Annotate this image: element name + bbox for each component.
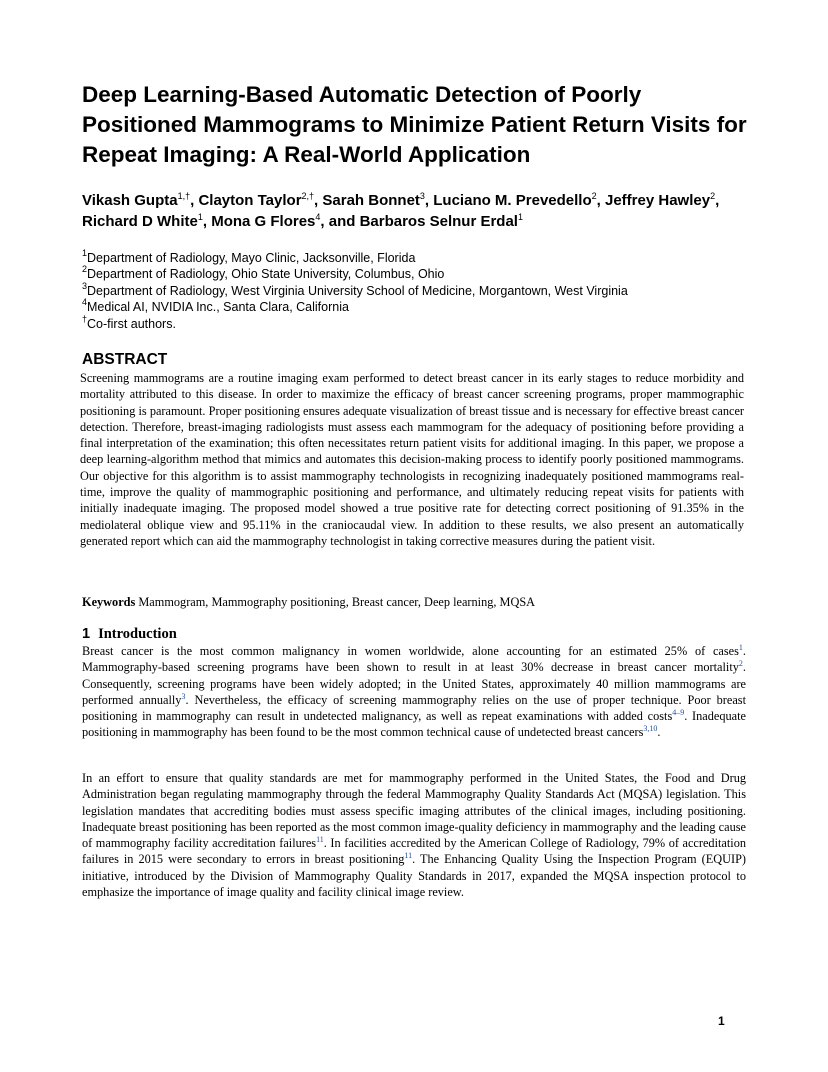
paragraph-text: . Nevertheless, the efficacy of screening mammography relies on the use of proper technique. Poor breast positioning in mammography can result in undetected malignancy, as well as repeat examinations with added costs: [82, 692, 746, 724]
paragraph-text: . Inadequate positioning in mammography has been found to be the most common technical cause of undetected breast cancers: [82, 709, 746, 740]
author-affiliation-mark: 2: [591, 191, 597, 201]
page-number: 1: [718, 1014, 725, 1028]
affiliation-text: Department of Radiology, Mayo Clinic, Jacksonville, Florida: [87, 251, 416, 265]
author-separator: ,: [715, 192, 720, 209]
affiliation-item: [82, 280, 762, 299]
paragraph-text: . The Enhancing Quality Using the Inspection Program (EQUIP) initiative, introduced by the Division of Mammography Quality Standards in 2017, expanded the MQSA inspection protocol to emphasize the importance of image quality and facility clinical image review.: [82, 852, 746, 900]
affiliation-text: Department of Radiology, West Virginia University School of Medicine, Morgantown, West Virginia: [87, 283, 628, 298]
affiliation-mark: †: [82, 313, 88, 324]
affiliation-mark: 1: [82, 248, 88, 258]
intro-paragraph-2: [82, 770, 746, 900]
abstract-heading: ABSTRACT: [82, 351, 168, 368]
author-name: Richard D White: [82, 213, 198, 230]
section-number: 1: [82, 626, 91, 642]
paragraph-text: In an effort to ensure that quality standards are met for mammography performed in the United States, the Food and Drug Administration began regulating mammography through the federal Mammography Quality Standards Act (MQSA) legislation. This legislation mandates that accrediting bodies must assess specific imaging attributes of the clinical images, including positioning. Inadequate breast positioning has been reported as the most common image-quality deficiency in mammography and the leading cause of mammography facility accreditation failures: [82, 771, 746, 851]
affiliation-text: Co-first authors.: [87, 316, 176, 331]
keywords-label: Keywords: [82, 595, 136, 609]
author-name: Jeffrey Hawley: [605, 192, 711, 209]
paper-title: Deep Learning-Based Automatic Detection of Poorly Positioned Mammograms to Minimize Patient Return Visits for Repeat Imaging: A Real-World Application: [82, 82, 747, 167]
author-name: Clayton Taylor: [198, 192, 302, 209]
author-affiliation-mark: 2: [710, 191, 716, 201]
author-separator: , and: [320, 213, 360, 230]
author-affiliation-mark: 4: [315, 212, 321, 222]
author-name: Barbaros Selnur Erdal: [359, 213, 518, 230]
keywords: [82, 594, 746, 610]
affiliation-item: [82, 313, 762, 332]
affiliation-mark: 4: [82, 297, 88, 308]
affiliation-item: [82, 250, 762, 266]
author-affiliation-mark: 1,†: [177, 191, 191, 201]
author-separator: ,: [424, 192, 434, 209]
affiliation-text: Department of Radiology, Ohio State University, Columbus, Ohio: [87, 267, 445, 282]
author-separator: ,: [190, 192, 199, 209]
paragraph-text: . In facilities accredited by the American College of Radiology, 79% of accreditation failures in 2015 were secondary to errors in breast positioning: [82, 836, 746, 867]
author-list: [82, 190, 762, 232]
paragraph-text: Breast cancer is the most common malignancy in women worldwide, alone accounting for an estimated 25% of cases: [82, 644, 739, 658]
author-name: Luciano M. Prevedello: [433, 192, 592, 209]
citation-link[interactable]: 2: [738, 659, 743, 669]
author-separator: ,: [202, 213, 212, 230]
paragraph-text: . Mammography-based screening programs have been shown to result in at least 30% decrease in breast cancer mortality: [82, 644, 746, 675]
author-affiliation-mark: 1: [517, 212, 523, 222]
author-name: Vikash Gupta: [82, 192, 178, 209]
affiliation-text: Medical AI, NVIDIA Inc., Santa Clara, California: [87, 300, 349, 315]
affiliation-mark: 3: [82, 280, 88, 291]
affiliation-mark: 2: [82, 264, 88, 275]
paragraph-text: .: [657, 725, 661, 740]
intro-paragraph-1: [82, 643, 746, 741]
author-affiliation-mark: 2,†: [301, 191, 315, 201]
keywords-text: Mammogram, Mammography positioning, Breast cancer, Deep learning, MQSA: [135, 595, 536, 609]
citation-link[interactable]: 11: [316, 835, 324, 845]
author-separator: ,: [314, 192, 323, 209]
affiliation-item: [82, 266, 762, 282]
author-name: Sarah Bonnet: [322, 192, 420, 209]
author-name: Mona G Flores: [211, 213, 316, 230]
citation-link[interactable]: 11: [404, 851, 413, 861]
citation-link[interactable]: 4–9: [672, 708, 685, 718]
paragraph-text: . Consequently, screening programs have been widely adopted; in the United States, approximately 40 million mammograms are performed annually: [82, 660, 746, 707]
author-separator: ,: [596, 192, 605, 209]
abstract-text: Screening mammograms are a routine imaging exam performed to detect breast cancer in its early stages to reduce morbidity and mortality attributed to this disease. In order to maximize the efficacy of breast cancer screening programs, proper mammographic positioning is paramount. Proper positioning ensures adequate visualization of breast tissue and is necessary for effective breast cancer detection. Therefore, breast-imaging radiologists must assess each mammogram for the adequacy of positioning before providing a final interpretation of the examination; this often necessitates return patient visits for additional imaging. In this paper, we propose a deep learning-algorithm method that mimics and automates this decision-making process to identify poorly positioned mammograms. Our objective for this algorithm is to assist mammography technologists in recognizing inadequately positioned mammograms real-time, improve the quality of mammographic positioning and performance, and ultimately reducing repeat visits for patients with initially inadequate imaging. The proposed model showed a true positive rate for detecting correct positioning of 91.35% in the mediolateral oblique view and 95.11% in the craniocaudal view. In addition to these results, we also present an automatically generated report which can aid the mammography technologist in taking corrective measures during the patient visit.: [80, 371, 744, 548]
affiliation-list: [82, 250, 762, 332]
citation-link[interactable]: 3,10: [643, 724, 658, 734]
author-affiliation-mark: 1: [197, 212, 203, 222]
section-heading-introduction: [82, 625, 177, 643]
citation-link[interactable]: 3: [181, 691, 186, 701]
author-affiliation-mark: 3: [419, 191, 425, 201]
citation-link[interactable]: 1: [738, 643, 743, 652]
section-title: Introduction: [98, 626, 177, 642]
affiliation-item: [82, 299, 762, 315]
